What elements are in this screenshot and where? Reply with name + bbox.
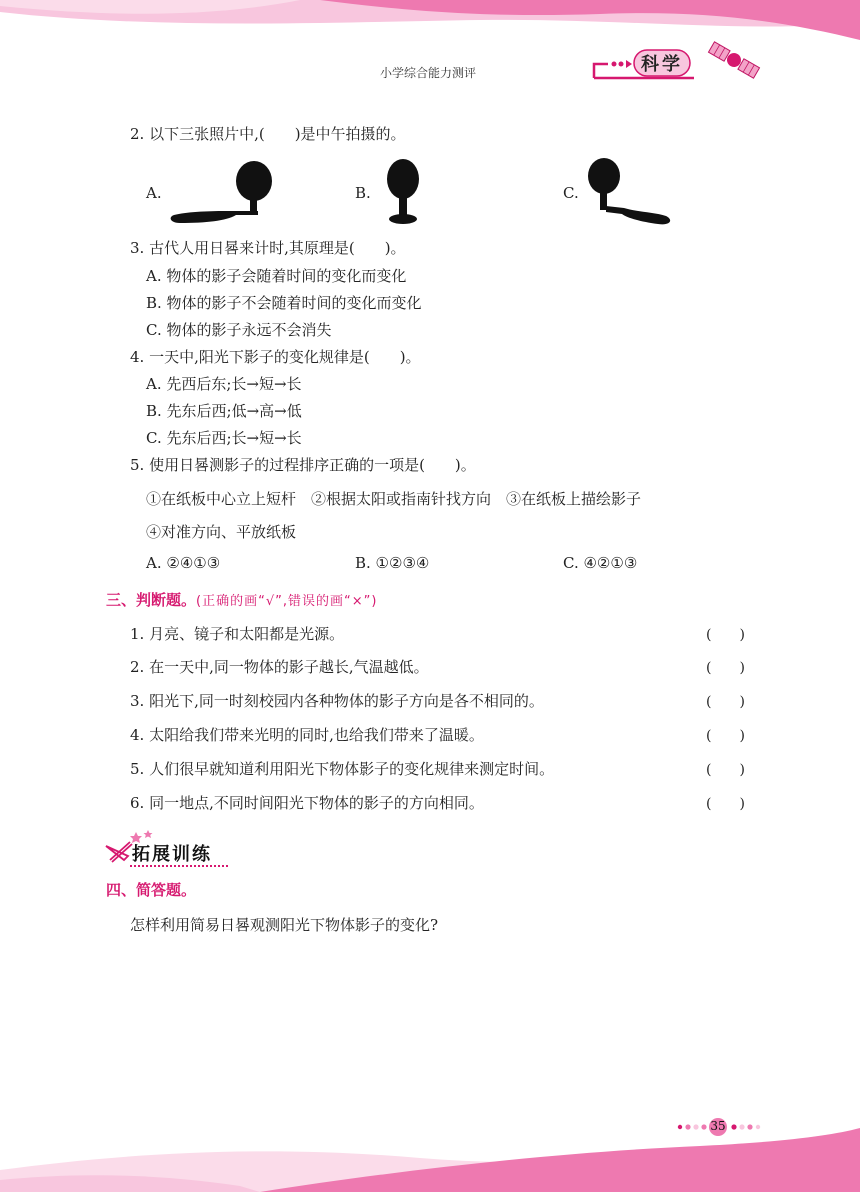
question-3-stem: 3. 古代人用日晷来计时,其原理是( )。: [130, 239, 406, 257]
question-5-steps-line-2: ④对准方向、平放纸板: [146, 523, 297, 541]
extension-banner-underline: [130, 865, 228, 867]
photo-label-b: B.: [355, 184, 371, 202]
judge-answer-6[interactable]: ( ): [706, 796, 745, 812]
satellite-icon: [704, 36, 764, 84]
section-3-note: (正确的画“√”,错误的画“×”): [196, 594, 378, 609]
question-5-steps-line-1: ①在纸板中心立上短杆 ②根据太阳或指南针找方向 ③在纸板上描绘影子: [146, 490, 642, 508]
question-4-option-b: B. 先东后西;低→高→低: [146, 402, 302, 420]
judge-item-4: 4. 太阳给我们带来光明的同时,也给我们带来了温暖。: [130, 726, 484, 744]
question-5-option-a: A. ②④①③: [146, 554, 221, 572]
photo-label-a: A.: [146, 184, 162, 202]
section-3-heading: [106, 589, 377, 610]
judge-item-2: 2. 在一天中,同一物体的影子越长,气温越低。: [130, 658, 429, 676]
question-5-option-b: B. ①②③④: [355, 554, 430, 572]
judge-item-5: 5. 人们很早就知道利用阳光下物体影子的变化规律来测定时间。: [130, 760, 555, 778]
extension-banner: 拓展训练: [132, 844, 212, 865]
photo-b-tree-shadow: [378, 155, 428, 230]
judge-item-3: 3. 阳光下,同一时刻校园内各种物体的影子方向是各不相同的。: [130, 692, 544, 710]
section-4-title: 四、简答题。: [106, 881, 197, 899]
judge-answer-3[interactable]: ( ): [706, 694, 745, 710]
question-4-option-c: C. 先东后西;长→短→长: [146, 429, 302, 447]
judge-answer-2[interactable]: ( ): [706, 660, 745, 676]
question-3-option-a: A. 物体的影子会随着时间的变化而变化: [146, 267, 407, 285]
photo-c-tree-shadow: [582, 152, 677, 230]
subject-label: 科学: [641, 54, 683, 75]
question-3-option-b: B. 物体的影子不会随着时间的变化而变化: [146, 294, 422, 312]
photo-a-tree-shadow: [166, 155, 281, 230]
judge-answer-5[interactable]: ( ): [706, 762, 745, 778]
judge-item-6: 6. 同一地点,不同时间阳光下物体的影子的方向相同。: [130, 794, 484, 812]
footer-wave: [0, 1100, 860, 1192]
question-4-option-a: A. 先西后东;长→短→长: [146, 375, 302, 393]
section-4-question: 怎样利用简易日晷观测阳光下物体影子的变化?: [130, 916, 439, 934]
judge-item-1: 1. 月亮、镜子和太阳都是光源。: [130, 625, 345, 643]
judge-answer-1[interactable]: ( ): [706, 627, 745, 643]
question-5-stem: 5. 使用日晷测影子的过程排序正确的一项是( )。: [130, 456, 476, 474]
question-5-option-c: C. ④②①③: [563, 554, 638, 572]
question-4-stem: 4. 一天中,阳光下影子的变化规律是( )。: [130, 348, 421, 366]
question-2-stem: 2. 以下三张照片中,( )是中午拍摄的。: [130, 125, 406, 143]
photo-label-c: C.: [563, 184, 579, 202]
judge-answer-4[interactable]: ( ): [706, 728, 745, 744]
question-3-option-c: C. 物体的影子永远不会消失: [146, 321, 332, 339]
section-3-title: 三、判断题。: [106, 591, 197, 609]
page-number: 35: [710, 1119, 726, 1133]
book-title: 小学综合能力测评: [380, 66, 477, 80]
